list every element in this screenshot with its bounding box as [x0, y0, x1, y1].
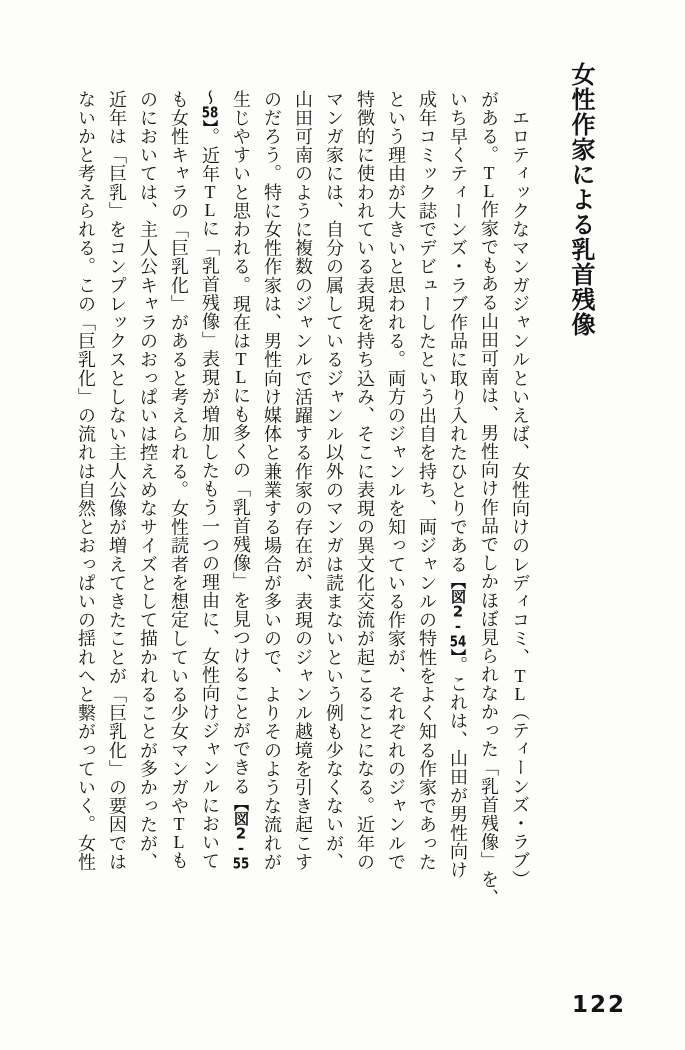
text-column: という理由が大きいと思われる。両方のジャンルを知っている作家が、それぞれのジャンルで — [386, 90, 406, 872]
text-column: 山田可南のように複数のジャンルで活躍する作家の存在が、表現のジャンル越境を引き起こす — [293, 90, 313, 872]
text-column: 〜58】。近年TLに「乳首残像」表現が増加したもう一つの理由に、女性向けジャンルにおいて — [200, 90, 220, 871]
text-column: がある。TL作家でもある山田可南は、男性向け作品でしかほぼ見られなかった「乳首残像」を、 — [479, 90, 499, 908]
chapter-title: 女性作家による乳首残像 — [567, 62, 595, 337]
body-text — [70, 90, 535, 930]
page-number: 122 — [572, 992, 627, 1018]
text-column: のにおいては、主人公キャラのおっぱいは控えめなサイズとして描かれることが多かったが、 — [138, 90, 158, 872]
text-column: 生じやすいと思われる。現在はTLにも多くの「乳首残像」を見つけることができる【図2-55 — [231, 90, 251, 871]
text-column: エロティックなマンガジャンルといえば、女性向けのレディコミ、TL（ティーンズ・ラブ） — [510, 90, 530, 889]
text-column: ないかと考えられる。この「巨乳化」の流れは自然とおっぱいの揺れへと繋がっていく。女性 — [76, 90, 96, 872]
text-column: マンガ家には、自分の属しているジャンル以外のマンガは読まないという例も少なくないが、 — [324, 90, 344, 872]
text-column: のだろう。特に女性作家は、男性向け媒体と兼業する場合が多いので、よりそのような流れが — [262, 90, 282, 872]
text-column: も女性キャラの「巨乳化」があると考えられる。女性読者を想定している少女マンガやTLも — [169, 90, 189, 871]
text-column: 近年は「巨乳」をコンプレックスとしない主人公像が増えてきたことが「巨乳化」の要因では — [107, 90, 127, 872]
text-column: 成年コミック誌でデビューしたという出自を持ち、両ジャンルの特性をよく知る作家であった — [417, 90, 437, 872]
text-column: 特徴的に使われている表現を持ち込み、そこに表現の異文化交流が起こることになる。近年の — [355, 90, 375, 872]
text-column: いち早くティーンズ・ラブ作品に取り入れたひとりである【図2-54】。これは、山田が男性向け — [448, 90, 468, 880]
